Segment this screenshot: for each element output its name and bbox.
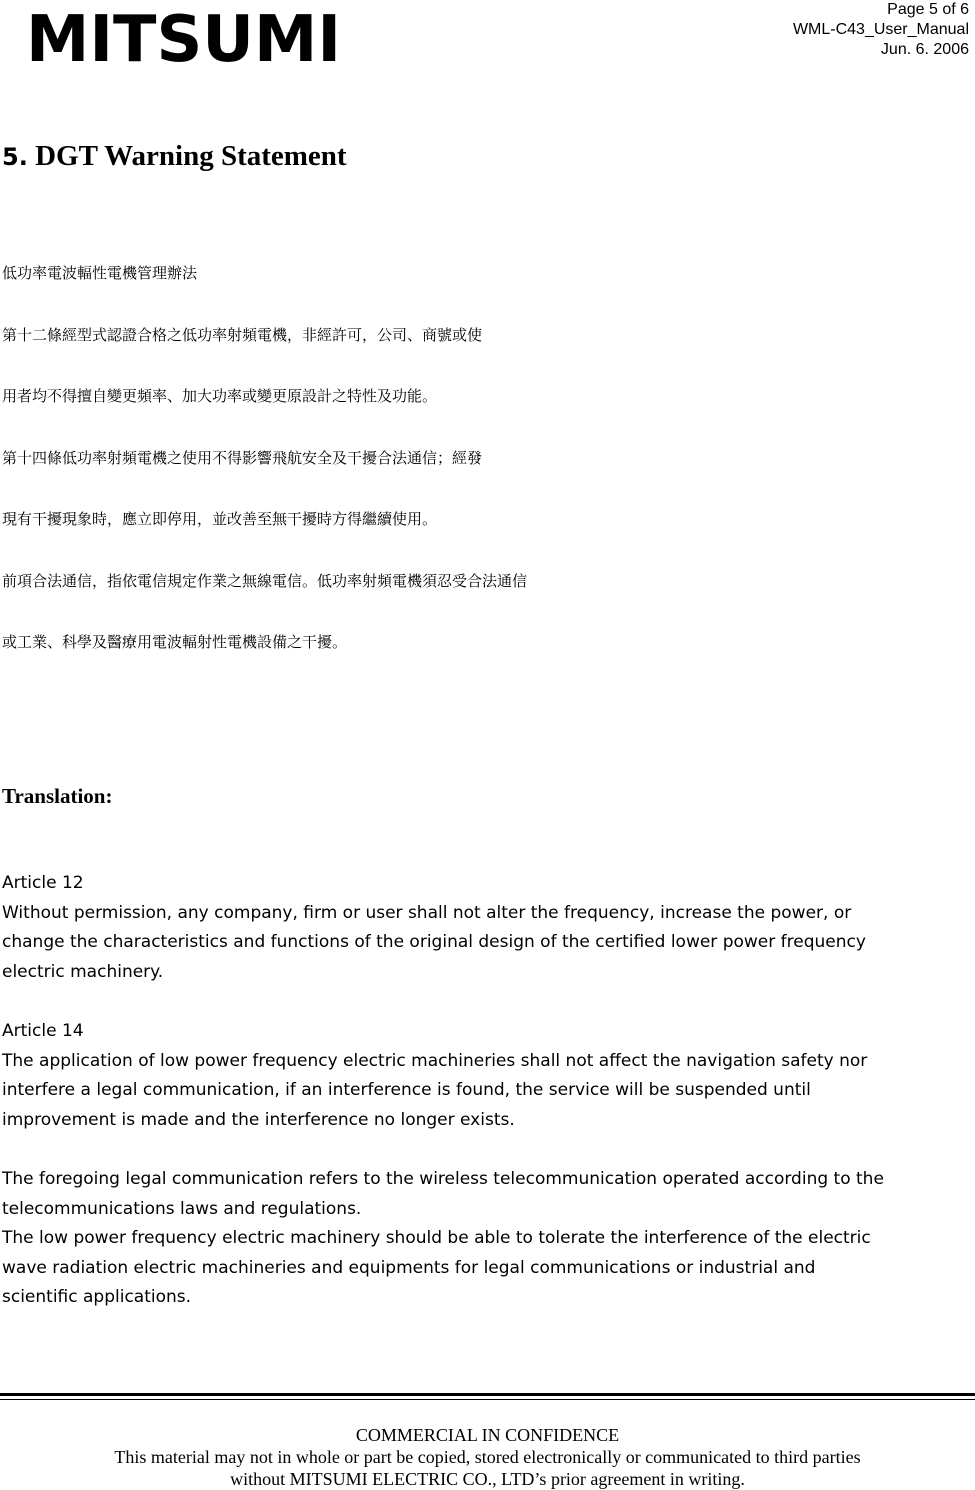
article-12-line: change the characteristics and functions of the original design of the certified lower power frequency [2,932,866,953]
document-date: Jun. 6. 2006 [880,41,969,58]
chinese-line: 前項合法通信，指依電信規定作業之無線電信。低功率射頻電機須忍受合法通信 [2,571,528,590]
foregoing-line: The foregoing legal communication refers to the wireless telecommunication operated according to the [2,1168,884,1189]
article-12-label: Article 12 [2,873,84,893]
page-header-meta [793,0,969,60]
chinese-line: 第十四條低功率射頻電機之使用不得影響飛航安全及干擾合法通信；經發 [2,448,483,467]
english-translation [2,869,972,1313]
copyright-notice-line-2: without MITSUMI ELECTRIC CO., LTD’s prior agreement in writing. [230,1469,745,1489]
section-title-text: DGT Warning Statement [35,140,347,172]
copyright-notice-line-1: This material may not in whole or part be copied, stored electronically or communicated to third parties [114,1447,861,1467]
article-14-line: The application of low power frequency electric machineries shall not affect the navigation safety nor [2,1050,868,1071]
paragraph-gap [2,987,972,1017]
foregoing-line: The low power frequency electric machinery should be able to tolerate the interference of the electric [2,1228,871,1249]
confidential-notice: COMMERCIAL IN CONFIDENCE [355,1425,620,1445]
chinese-line: 第十二條經型式認證合格之低功率射頻電機，非經許可，公司、商號或使 [2,325,483,344]
article-14-label: Article 14 [2,1020,84,1041]
section-number: 5. [2,143,28,171]
paragraph-gap [2,1135,972,1165]
article-12-line: Without permission, any company, firm or user shall not alter the frequency, increase the power, or [2,902,852,923]
article-14-line: interfere a legal communication, if an interference is found, the service will be suspended until [2,1080,811,1101]
foregoing-line: wave radiation electric machineries and equipments for legal communications or industrial and [2,1257,816,1278]
foregoing-line: telecommunications laws and regulations. [2,1198,362,1219]
section-title [2,138,347,175]
article-14-line: improvement is made and the interference no longer exists. [2,1109,515,1130]
chinese-regulation-text [2,262,527,693]
page-footer [0,1424,975,1490]
page-number: Page 5 of 6 [887,1,969,18]
mitsumi-logo-graphic [26,4,346,74]
chinese-line: 用者均不得擅自變更頻率、加大功率或變更原設計之特性及功能。 [2,387,438,405]
article-12-line: electric machinery. [2,961,164,982]
document-id: WML-C43_User_Manual [792,21,969,38]
svg-text:MITSUMI: MITSUMI [26,4,341,74]
chinese-line: 或工業、科學及醫療用電波輻射性電機設備之干擾。 [2,633,348,651]
translation-heading: Translation: [2,784,113,808]
foregoing-line: scientific applications. [2,1287,192,1308]
footer-divider-thin [0,1399,975,1400]
footer-divider-thick [0,1393,975,1396]
chinese-line: 低功率電波輻性電機管理辦法 [2,264,198,282]
mitsumi-logo [26,4,346,74]
chinese-line: 現有干擾現象時，應立即停用，並改善至無干擾時方得繼續使用。 [2,510,438,528]
